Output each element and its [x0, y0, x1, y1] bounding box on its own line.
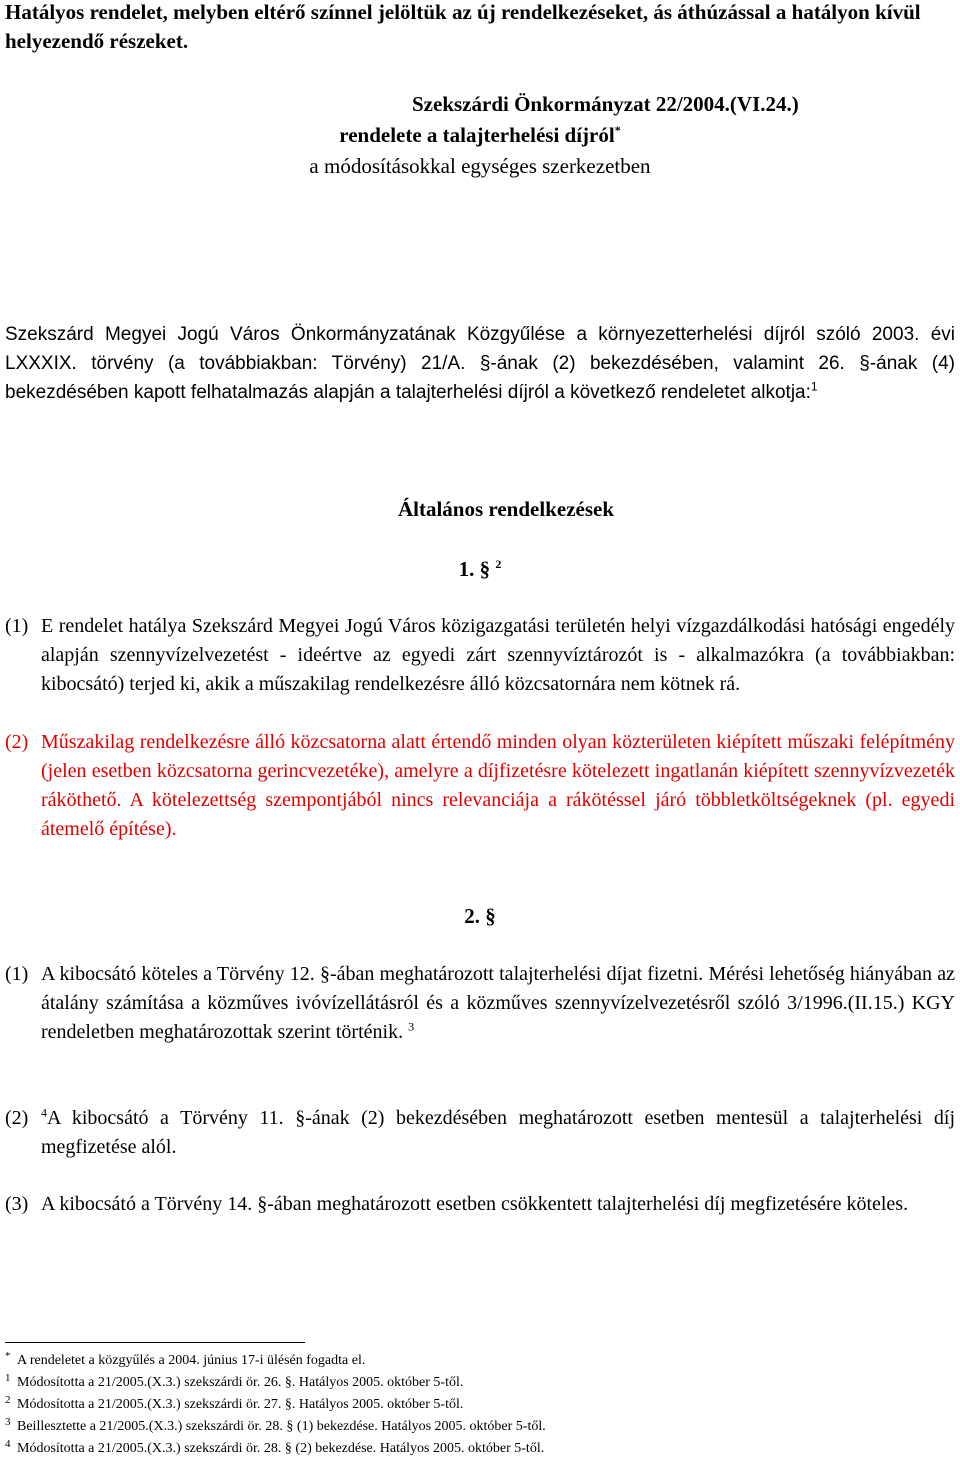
footnote [5, 1416, 955, 1438]
paragraph-number: (2) [5, 731, 29, 753]
footnote-text: Módosította a 21/2005.(X.3.) szekszárdi ör. 27. §. Hatályos 2005. október 5-től. [17, 1397, 464, 1412]
paragraph-text: E rendelet hatálya Szekszárd Megyei Jogú Város közigazgatási területén helyi vízgazdálkodási hatósági engedély alapján szennyvízelvezetést - ideértve az egyedi zárt szennyvíztározót is - alkalmazókra (a továbbiakban: kibocsátó) terjed ki, akik a műszakilag rendelkezésre álló közcsatornára nem kötnek rá. [41, 615, 955, 695]
footnote-ref-1[interactable]: 1 [810, 379, 818, 394]
title-line-2-text: rendelete a talajterhelési díjról [339, 123, 615, 147]
paragraph-text [41, 960, 955, 1047]
footnote-divider [5, 1342, 305, 1343]
footnote [5, 1394, 955, 1416]
section-2-paragraph-3 [5, 1190, 955, 1219]
paragraph-body: A kibocsátó a Törvény 11. §-ának (2) bekezdésében meghatározott esetben mentesül a talajterhelési díj megfizetése alól. [41, 1107, 955, 1158]
paragraph-text: A kibocsátó a Törvény 14. §-ában meghatározott esetben csökkentett talajterhelési díj megfizetésére köteles. [41, 1193, 909, 1215]
section-2-heading: 2. § [464, 904, 496, 928]
section-1-paragraph-2-new [5, 728, 955, 844]
footnote-ref-4[interactable]: 4 [41, 1105, 47, 1120]
footnote-ref-3[interactable]: 3 [408, 1019, 415, 1034]
footnote-ref-star[interactable]: * [614, 123, 621, 137]
footnote [5, 1438, 955, 1460]
footnote-text: Módosította a 21/2005.(X.3.) szekszárdi ör. 26. §. Hatályos 2005. október 5-től. [17, 1375, 464, 1390]
section-2-paragraph-1 [5, 960, 955, 1047]
title-line-3: a módosításokkal egységes szerkezetben [309, 154, 651, 178]
paragraph-body: A kibocsátó köteles a Törvény 12. §-ában meghatározott talajterhelési díjat fizetni. Mérési lehetőség hiányában az átalány számítása a közműves ivóvízellátásról és a közműves szennyvízelvezetésről szóló 3/1996.(II.15.) KGY rendeletben meghatározottak szerint történik. [41, 963, 955, 1043]
section-1-paragraph-1 [5, 612, 955, 699]
footnote-mark: 4 [5, 1438, 11, 1450]
footnote-text: Beillesztette a 21/2005.(X.3.) szekszárdi ör. 28. § (1) bekezdése. Hatályos 2005. október 5-től. [17, 1419, 546, 1434]
title-line-2 [0, 120, 960, 151]
footnote-text: Módosította a 21/2005.(X.3.) szekszárdi ör. 28. § (2) bekezdése. Hatályos 2005. október 5-től. [17, 1441, 545, 1456]
section-1-number: 1. § [458, 557, 491, 581]
paragraph-number: (2) [5, 1107, 29, 1129]
regulation-title [0, 89, 960, 182]
title-line-1: Szekszárdi Önkormányzat 22/2004.(VI.24.) [412, 92, 799, 116]
section-title: Általános rendelkezések [397, 497, 615, 521]
paragraph-number: (1) [5, 615, 29, 637]
footnotes [5, 1350, 955, 1460]
footnote-text: A rendeletet a közgyűlés a 2004. június 17-i ülésén fogadta el. [17, 1353, 366, 1368]
section-2-paragraph-2 [5, 1104, 955, 1162]
section-1-heading [0, 557, 960, 582]
footnote-mark: 1 [5, 1372, 11, 1384]
paragraph-text: Műszakilag rendelkezésre álló közcsatorna alatt értendő minden olyan közterületen kiépített műszaki felépítmény (jelen esetben közcsatorna gerincvezetéke), amelyre a díjfizetésre kötelezett ingatlanán kiépített szennyvízvezeték ráköthető. A kötelezettség szempontjából nincs relevanciája a rákötéssel járó többletköltségeknek (pl. egyedi átemelő építése). [41, 731, 955, 840]
footnote [5, 1372, 955, 1394]
paragraph-number: (3) [5, 1193, 29, 1215]
header-note: Hatályos rendelet, melyben eltérő színnel jelöltük az új rendelkezéseket, ás áthúzással a hatályon kívül helyezendő részeket. [5, 0, 921, 53]
footnote-ref-2[interactable]: 2 [495, 557, 502, 571]
footnote [5, 1350, 955, 1372]
footnote-mark: * [5, 1350, 11, 1362]
preamble-text: Szekszárd Megyei Jogú Város Önkormányzatának Közgyűlése a környezetterhelési díjról szóló 2003. évi LXXXIX. törvény (a továbbiakban: Törvény) 21/A. §-ának (2) bekezdésében, valamint 26. §-ának (4) bekezdésében kapott felhatalmazás alapján a talajterhelési díjról a következő rendeletet alkotja: [5, 324, 955, 403]
paragraph-text [41, 1104, 955, 1162]
footnote-mark: 3 [5, 1416, 11, 1428]
paragraph-number: (1) [5, 963, 29, 985]
preamble [5, 320, 955, 407]
footnote-mark: 2 [5, 1394, 11, 1406]
